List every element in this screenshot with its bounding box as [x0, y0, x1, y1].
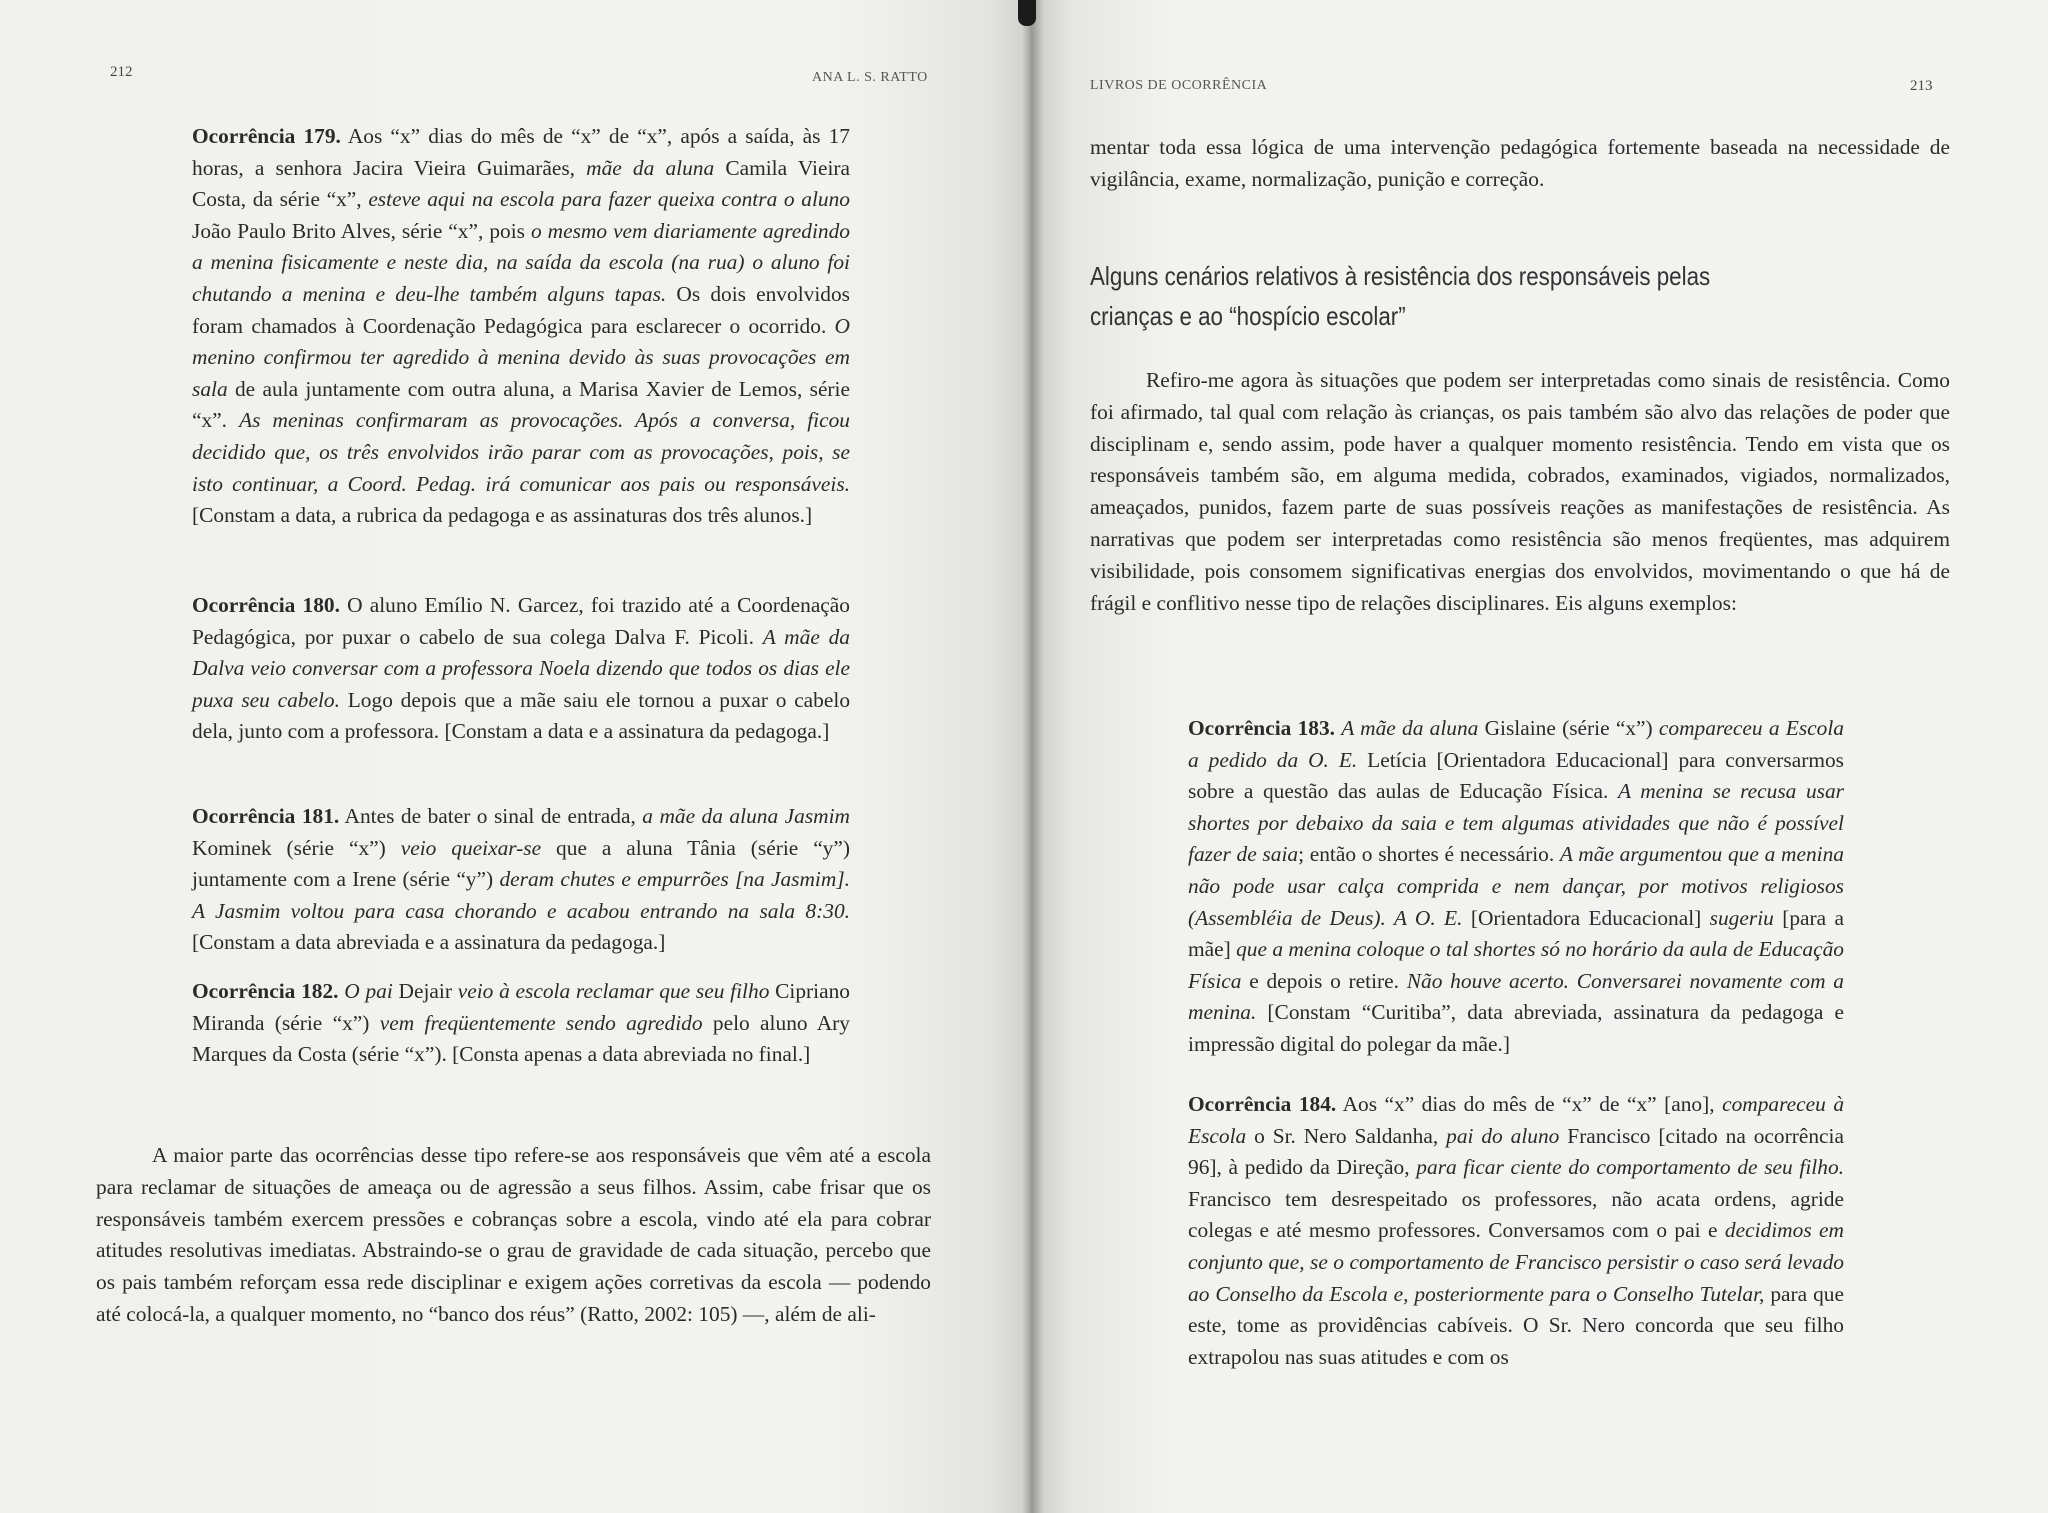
entry-italic-run: A mãe da aluna: [1341, 716, 1479, 740]
entry-text-run: Aos “x” dias do mês de “x” de “x”, após a saída, às 17 horas, a senhora Jacira Vieira Guimarães,: [192, 124, 850, 180]
running-head-left: ANA L. S. RATTO: [812, 70, 928, 85]
gutter-shadow: [1022, 0, 1044, 1513]
entry-italic-run: pai do aluno: [1446, 1123, 1560, 1148]
page-number-right: 213: [1910, 78, 1933, 94]
entry-text-run: Camila Vieira Costa, da série “x”,: [192, 155, 851, 212]
entry-italic-run: O pai: [344, 979, 393, 1003]
entry-text-run: Kominek (série “x”): [192, 835, 401, 860]
entry-label: Ocorrência 180.: [192, 593, 340, 617]
entry-label: Ocorrência 184.: [1188, 1092, 1337, 1116]
ocorrencia-184: [1188, 1089, 1844, 1373]
entry-text-run: que a aluna Tânia (série “y”) juntamente com a Irene (série “y”): [192, 835, 850, 892]
entry-text-run: Aos “x” dias do mês de “x” de “x” [ano],: [1336, 1092, 1723, 1116]
entry-text-run: e depois o retire.: [1241, 968, 1407, 993]
entry-text-run: Francisco tem desrespeitado os professores, não acata ordens, agride colegas e até mesmo professores. Conversamos com o pai e: [1188, 1186, 1844, 1243]
entry-italic-run: deram chutes e empurrões [na Jasmim]. A Jasmim voltou para casa chorando e acabou entrando na sala 8:30.: [192, 867, 850, 923]
entry-label: Ocorrência 183.: [1188, 716, 1335, 740]
entry-text-run: o Sr. Nero Saldanha,: [1246, 1123, 1447, 1148]
ocorrencia-183: [1188, 713, 1844, 1061]
entry-text-run: Letícia [Orientadora Educacional] para conversarmos sobre a questão das aulas de Educação Física.: [1188, 747, 1845, 804]
entry-text-run: [Constam “Curitiba”, data abreviada, assinatura da pedagoga e impressão digital do polegar da mãe.]: [1188, 1000, 1844, 1056]
ocorrencia-181: [192, 801, 850, 959]
entry-text-run: de aula juntamente com outra aluna, a Marisa Xavier de Lemos, série “x”.: [192, 376, 850, 433]
entry-italic-run: mãe da aluna: [586, 155, 715, 180]
entry-italic-run: vem freqüentemente sendo agredido: [379, 1010, 703, 1035]
closing-paragraph: A maior parte das ocorrências desse tipo refere-se aos responsáveis que vêm até a escola para reclamar de situações de ameaça ou de agressão a seus filhos. Assim, cabe frisar que os responsáveis também exercem pressões e cobranças sobre a escola, vindo até ela para cobrar atitudes resolutivas imediatas. Abstraindo-se o grau de gravidade de cada situação, percebo que os pais também reforçam essa rede disciplinar e exigem ações corretivas da escola — podendo até colocá-la, a qualquer momento, no “banco dos réus” (Ratto, 2002: 105) —, além de ali-: [96, 1143, 931, 1326]
entry-italic-run: esteve aqui na escola para fazer queixa contra o aluno: [368, 187, 851, 212]
entry-label: Ocorrência 182.: [192, 979, 339, 1003]
entry-text-run: O aluno Emílio N. Garcez, foi trazido até a Coordenação Pedagógica, por puxar o cabelo de sua colega Dalva F. Picoli.: [192, 593, 850, 649]
entry-text-run: Antes de bater o sinal de entrada,: [339, 804, 643, 828]
entry-italic-run: veio à escola reclamar que seu filho: [457, 979, 770, 1003]
ocorrencia-180: [192, 590, 850, 748]
running-head-right: LIVROS DE OCORRÊNCIA: [1090, 78, 1268, 93]
entry-label: Ocorrência 181.: [192, 804, 340, 828]
entry-italic-run: As meninas confirmaram as provocações. Após a conversa, ficou decidido que, os três envolvidos irão parar com as provocações, pois, se isto continuar, a Coord. Pedag. irá comunicar aos pais ou responsáveis.: [192, 408, 850, 496]
right-page: [1030, 0, 2048, 1513]
section-heading: Alguns cenários relativos à resistência dos responsáveis pelas crianças e ao “hospício escolar”: [1090, 261, 1711, 331]
entry-italic-run: O menino confirmou ter agredido à menina devido às suas provocações em sala: [192, 313, 850, 401]
entry-italic-run: para ficar ciente do comportamento de seu filho.: [1416, 1155, 1844, 1180]
entry-text-run: Logo depois que a mãe saiu ele tornou a puxar o cabelo dela, junto com a professora. [Constam a data e a assinatura da pedagoga.]: [192, 687, 851, 744]
page-number-left: 212: [110, 64, 133, 80]
entry-italic-run: Não houve acerto. Conversarei novamente com a menina.: [1188, 968, 1844, 1025]
entry-text-run: pelo aluno Ary Marques da Costa (série “x”). [Consta apenas a data abreviada no final.]: [192, 1010, 850, 1067]
entry-text-run: Os dois envolvidos foram chamados à Coordenação Pedagógica para esclarecer o ocorrido.: [192, 281, 850, 338]
ocorrencia-179: [192, 121, 850, 532]
binding-mark: [1018, 0, 1036, 26]
entry-text-run: [Constam a data, a rubrica da pedagoga e as assinaturas dos três alunos.]: [192, 503, 813, 528]
entry-text-run: para que este, tome as providências cabíveis. O Sr. Nero concorda que seu filho extrapolou nas suas atitudes e com os: [1188, 1281, 1844, 1369]
entry-italic-run: compareceu à Escola: [1188, 1092, 1845, 1148]
entry-text-run: Gislaine (série “x”): [1478, 716, 1659, 740]
entry-italic-run: decidimos em conjunto que, se o comportamento de Francisco persistir o caso será levado ao Conselho da Escola e, posteriormente para o Conselho Tutelar,: [1188, 1218, 1844, 1306]
entry-italic-run: A mãe da Dalva veio conversar com a professora Noela dizendo que todos os dias ele puxa seu cabelo.: [192, 624, 850, 712]
continuation-paragraph: mentar toda essa lógica de uma intervenção pedagógica fortemente baseada na necessidade de vigilância, exame, normalização, punição e correção.: [1090, 135, 1950, 191]
entry-italic-run: veio queixar-se: [400, 835, 542, 860]
entry-text-run: Francisco [citado na ocorrência 96], à pedido da Direção,: [1188, 1123, 1844, 1180]
entry-italic-run: o mesmo vem diariamente agredindo a menina fisicamente e neste dia, na saída da escola (na rua) o aluno foi chutando a menina e deu-lhe também alguns tapas.: [192, 218, 850, 306]
entry-text-run: [Constam a data abreviada e a assinatura da pedagoga.]: [192, 930, 666, 955]
entry-italic-run: a mãe da aluna Jasmim: [642, 804, 850, 828]
entry-text-run: Dejair: [392, 979, 458, 1003]
entry-italic-run: que a menina coloque o tal shortes só no horário da aula de Educação Física: [1188, 937, 1844, 993]
entry-text-run: ; então o shortes é necessário.: [1298, 842, 1560, 867]
entry-text-run: Cipriano Miranda (série “x”): [192, 979, 850, 1035]
entry-italic-run: A menina se recusa usar shortes por debaixo da saia e tem algumas atividades que não é possível fazer de saia: [1188, 779, 1844, 867]
entry-text-run: [Orientadora Educacional]: [1462, 905, 1710, 930]
ocorrencia-182: [192, 976, 850, 1071]
entry-text-run: João Paulo Brito Alves, série “x”, pois: [192, 218, 531, 243]
entry-italic-run: A mãe argumentou que a menina não pode usar calça comprida e nem dançar, por motivos religiosos (Assembléia de Deus). A O. E.: [1188, 842, 1844, 930]
entry-italic-run: sugeriu: [1709, 905, 1774, 930]
resistance-paragraph: Refiro-me agora às situações que podem ser interpretadas como sinais de resistência. Como foi afirmado, tal qual com relação às crianças, os pais também são alvo das relações de poder que disciplinam e, sendo assim, pode haver a qualquer momento resistência. Tendo em vista que os responsáveis também são, em alguma medida, cobrados, examinados, vigiados, normalizados, ameaçados, punidos, fazem parte de suas possíveis reações as manifestações de resistência. As narrativas que podem ser interpretadas como resistência são menos freqüentes, mas adquirem visibilidade, pois consomem significativas energias dos envolvidos, movimentando o que há de frágil e conflitivo nesse tipo de relações disciplinares. Eis alguns exemplos:: [1090, 368, 1950, 615]
entry-label: Ocorrência 179.: [192, 124, 341, 148]
entry-italic-run: compareceu a Escola a pedido da O. E.: [1188, 716, 1844, 772]
entry-text-run: [para a mãe]: [1188, 905, 1844, 962]
